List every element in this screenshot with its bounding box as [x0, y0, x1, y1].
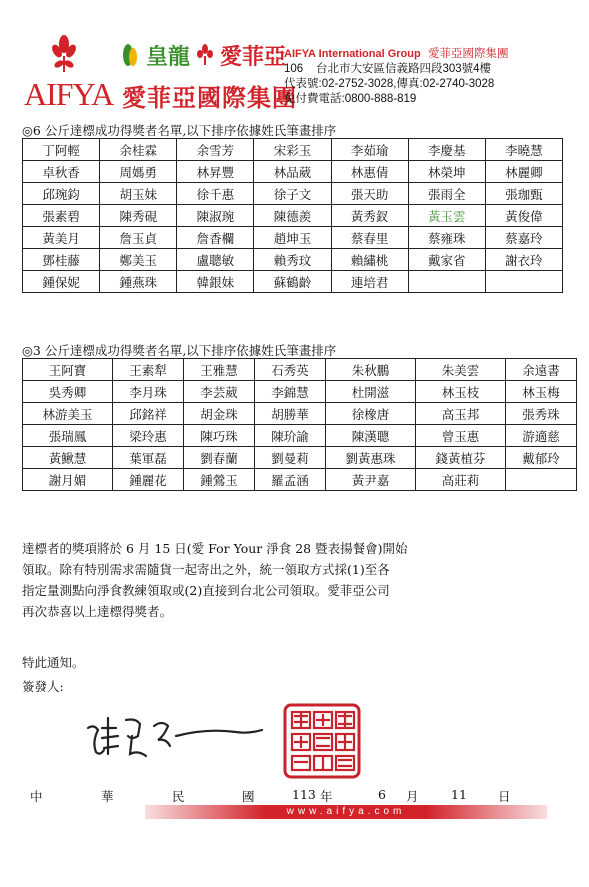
name-cell: 錢黃植芬: [415, 447, 505, 469]
flower-icon: [196, 44, 214, 66]
section-6kg-title: ◎6 公斤達標成功得獎者名單,以下排序依據姓氏筆畫排序: [22, 123, 337, 138]
phone-line: 代表號:02-2752-3028,傳真:02-2740-3028: [284, 78, 495, 90]
name-cell: 高莊莉: [415, 469, 505, 491]
name-cell: 胡金珠: [184, 403, 255, 425]
name-cell: 羅孟涵: [254, 469, 325, 491]
name-cell: 詹香欄: [177, 227, 254, 249]
name-cell: 曾玉惠: [415, 425, 505, 447]
table-row: [23, 381, 577, 403]
name-cell: 徐子文: [254, 183, 331, 205]
notice-line: 再次恭喜以上達標得獎者。: [22, 604, 173, 619]
name-cell: 蔡春里: [331, 227, 408, 249]
date-year: 113: [292, 787, 316, 802]
name-cell: 胡玉妹: [100, 183, 177, 205]
name-cell: 戴郁玲: [506, 447, 577, 469]
name-cell: 林榮坤: [408, 161, 485, 183]
name-cell: 戴家省: [408, 249, 485, 271]
name-cell: 王阿寶: [23, 359, 113, 381]
name-cell: 韓銀妹: [177, 271, 254, 293]
name-cell: 張雨全: [408, 183, 485, 205]
name-cell: 賴秀玟: [254, 249, 331, 271]
name-cell: 黃美月: [23, 227, 100, 249]
name-cell: 宋彩玉: [254, 139, 331, 161]
name-cell: 蔡嘉玲: [485, 227, 562, 249]
brand-row: [120, 40, 286, 70]
name-cell: 鍾麗花: [113, 469, 184, 491]
name-cell: 李曉慧: [485, 139, 562, 161]
name-cell: 趙坤玉: [254, 227, 331, 249]
winners-6kg-table: [22, 138, 563, 293]
name-cell: 黃秀釵: [331, 205, 408, 227]
name-cell: 徐千惠: [177, 183, 254, 205]
company-seal-stamp: [282, 702, 362, 780]
name-cell: 王素犁: [113, 359, 184, 381]
company-name-zh: 愛菲亞國際集團: [428, 46, 509, 60]
name-cell: 鍾燕珠: [100, 271, 177, 293]
logo-wordmark: AIFYA: [24, 76, 114, 112]
brand-aifeiya: 愛菲亞: [220, 43, 287, 70]
company-info: [284, 46, 584, 107]
notice-end: 特此通知。: [22, 655, 85, 670]
name-cell: 杜開滋: [325, 381, 415, 403]
name-cell: 張珈甄: [485, 183, 562, 205]
name-cell: 詹玉貞: [100, 227, 177, 249]
table-row: [23, 227, 563, 249]
name-cell: 邱銘祥: [113, 403, 184, 425]
name-cell: 鍾保妮: [23, 271, 100, 293]
name-cell: 王雅慧: [184, 359, 255, 381]
name-cell: 賴繡桃: [331, 249, 408, 271]
name-cell: [408, 271, 485, 293]
name-cell: 鍾鶯玉: [184, 469, 255, 491]
name-cell: 鄭美玉: [100, 249, 177, 271]
name-cell: 胡勝華: [254, 403, 325, 425]
table-row: [23, 139, 563, 161]
address: 台北市大安區信義路四段303號4樓: [315, 63, 492, 75]
name-cell: 梁玲惠: [113, 425, 184, 447]
winners-3kg-table: [22, 358, 577, 491]
name-cell: 鄧桂藤: [23, 249, 100, 271]
table-row: [23, 425, 577, 447]
name-cell: 吳秀卿: [23, 381, 113, 403]
notice-line: 領取。除有特別需求需隨貨一起寄出之外，統一領取方式採(1)至各: [22, 562, 390, 577]
brand-huanglong: 皇龍: [146, 43, 191, 70]
name-cell: 黃玉雲: [408, 205, 485, 227]
postal-code: 106: [284, 63, 304, 75]
name-cell: 林麗卿: [485, 161, 562, 183]
date-day-label: 日: [498, 789, 511, 804]
name-cell: 林昇豐: [177, 161, 254, 183]
name-cell: 林品葳: [254, 161, 331, 183]
name-cell: 李茹瑜: [331, 139, 408, 161]
name-cell: 林玉枝: [415, 381, 505, 403]
name-cell: 林惠倩: [331, 161, 408, 183]
signer-label: 簽發人:: [22, 679, 64, 694]
name-cell: 高玉邦: [415, 403, 505, 425]
name-cell: 連培君: [331, 271, 408, 293]
name-cell: 蘇鶴齡: [254, 271, 331, 293]
date-year-label: 年: [320, 789, 333, 804]
name-cell: 朱秋鵬: [325, 359, 415, 381]
table-row: [23, 183, 563, 205]
date-char: 華: [101, 789, 114, 804]
table-row: [23, 249, 563, 271]
name-cell: 黃鰍慧: [23, 447, 113, 469]
date-char: 中: [30, 789, 43, 804]
name-cell: 張素碧: [23, 205, 100, 227]
name-cell: [485, 271, 562, 293]
name-cell: 劉春蘭: [184, 447, 255, 469]
name-cell: 余桂霖: [100, 139, 177, 161]
name-cell: 邱琬鈞: [23, 183, 100, 205]
name-cell: 李錦慧: [254, 381, 325, 403]
table-row: [23, 359, 577, 381]
date-day: 11: [451, 787, 467, 802]
name-cell: 丁阿輕: [23, 139, 100, 161]
notice-line: 指定量測點向淨食教練領取或(2)直接到台北公司領取。愛菲亞公司: [22, 583, 390, 598]
name-cell: 葉軍磊: [113, 447, 184, 469]
name-cell: 黃尹嘉: [325, 469, 415, 491]
name-cell: 林游美玉: [23, 403, 113, 425]
name-cell: 林玉梅: [506, 381, 577, 403]
name-cell: 周媽勇: [100, 161, 177, 183]
group-name: 愛菲亞國際集團: [122, 83, 297, 112]
name-cell: 黃俊偉: [485, 205, 562, 227]
name-cell: 陳漢聰: [325, 425, 415, 447]
company-name-en: AIFYA International Group: [284, 48, 421, 60]
date-char: 民: [172, 789, 185, 804]
flower-logo-icon: [24, 34, 110, 78]
name-cell: 徐橡唐: [325, 403, 415, 425]
name-cell: 陳淑琬: [177, 205, 254, 227]
name-cell: 余遠書: [506, 359, 577, 381]
name-cell: 張秀珠: [506, 403, 577, 425]
table-row: [23, 403, 577, 425]
notice-line: 達標者的獎項將於 6 月 15 日(愛 For Your 淨食 28 暨表揚餐會)開始: [22, 541, 408, 556]
table-row: [23, 205, 563, 227]
footer-website-bar: [145, 805, 547, 819]
name-cell: [506, 469, 577, 491]
leaf-icon: [120, 42, 140, 68]
name-cell: 李月珠: [113, 381, 184, 403]
name-cell: 石秀英: [254, 359, 325, 381]
name-cell: 李慶基: [408, 139, 485, 161]
name-cell: 盧聰敏: [177, 249, 254, 271]
date-char: 國: [242, 789, 255, 804]
name-cell: 謝月媚: [23, 469, 113, 491]
name-cell: 張天助: [331, 183, 408, 205]
table-row: [23, 271, 563, 293]
name-cell: 朱美雲: [415, 359, 505, 381]
table-row: [23, 469, 577, 491]
name-cell: 陳玠諭: [254, 425, 325, 447]
table-row: [23, 161, 563, 183]
name-cell: 謝衣玲: [485, 249, 562, 271]
name-cell: 陳巧珠: [184, 425, 255, 447]
aifya-logo: [24, 34, 114, 112]
notice-paragraph: [22, 538, 577, 622]
name-cell: 劉黃惠珠: [325, 447, 415, 469]
section-3kg-title: ◎3 公斤達標成功得獎者名單,以下排序依據姓氏筆畫排序: [22, 343, 337, 358]
name-cell: 陳德羨: [254, 205, 331, 227]
tollfree-line: 免付費電話:0800-888-819: [284, 93, 417, 105]
date-month: 6: [378, 787, 386, 802]
name-cell: 卓秋香: [23, 161, 100, 183]
name-cell: 張瑞鳳: [23, 425, 113, 447]
date-month-label: 月: [406, 789, 419, 804]
name-cell: 余雪芳: [177, 139, 254, 161]
name-cell: 李芸葳: [184, 381, 255, 403]
website-url[interactable]: www.aifya.com: [286, 806, 406, 817]
handwritten-signature: [80, 706, 270, 766]
name-cell: 陳秀硯: [100, 205, 177, 227]
name-cell: 游適慈: [506, 425, 577, 447]
name-cell: 劉曼莉: [254, 447, 325, 469]
name-cell: 蔡雍珠: [408, 227, 485, 249]
table-row: [23, 447, 577, 469]
